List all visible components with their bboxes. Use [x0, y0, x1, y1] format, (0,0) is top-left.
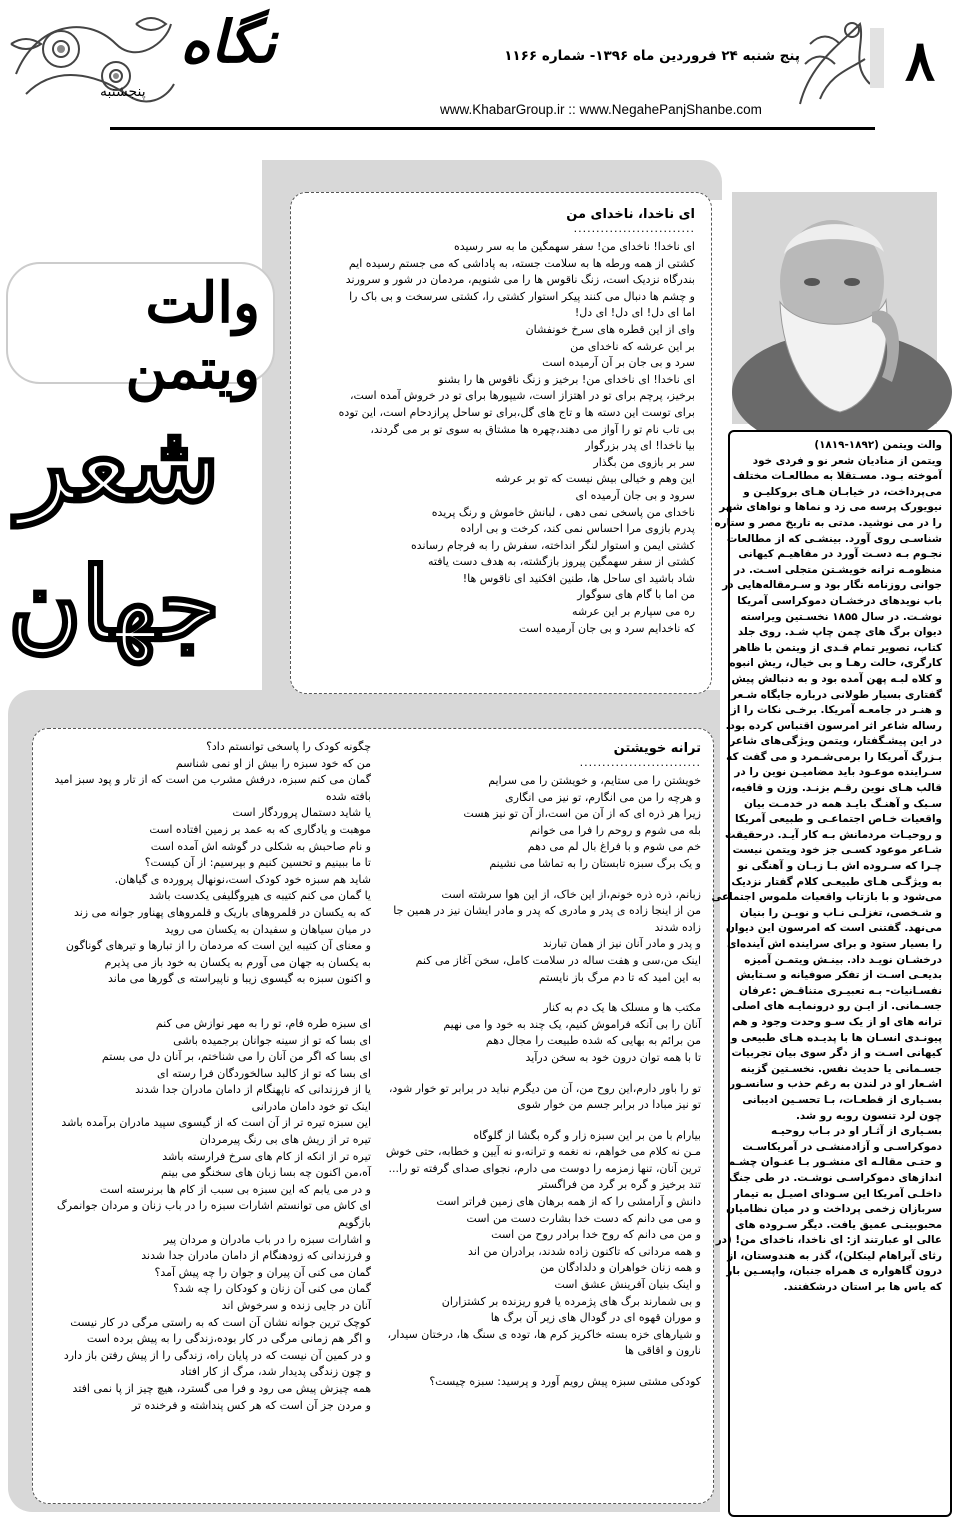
bio-line: بسـیاری از آثـار او در بـاب روحیـه	[771, 1125, 942, 1138]
poem-line: سرود و بی جان آرمیده ای	[575, 488, 695, 502]
bio-line: و شـخصی، تغزلـی نـاب و نویـن را بنیان	[739, 906, 942, 919]
bio-line: کارگری، حالت رهـا و بی خیال، ریش انبوه	[729, 657, 942, 670]
title-dots: ...........................	[573, 222, 695, 235]
poem-line: کشتی از همه ورطه ها به سلامت جسته، به پاداشی که می جستم رسیده ایم	[348, 256, 695, 270]
poem-line: سرد و بی جان بر آن آرمیده است	[542, 356, 695, 370]
poem-line: و موران قهوه ای در گودال های زیر آن برگ ها	[490, 1311, 701, 1325]
stanza-gap	[43, 1002, 371, 1016]
poem-line: و معنای آن کتیبه این است که مردمان را از تبارها و تیرهای گوناگون	[65, 939, 371, 953]
poem-box-song-of-myself	[32, 728, 714, 1504]
stanza-gap	[371, 1114, 701, 1128]
bio-line: اندازهای دموکراسـی نوشـت. در طی جنگ	[728, 1171, 942, 1184]
poem-line: و اگر هم زمانی مرگی در کار بوده،زندگی را به پیش برده است	[86, 1332, 371, 1346]
poem-line: و در کمین آن نیست که در پایان راه، زندگی را از پیش رفتن باز دارد	[63, 1348, 371, 1362]
poem-line: و اینک بنیان آفرینش عشق است	[554, 1278, 701, 1292]
poem-line: در میان سیاهان و سفیدان به یکسان می روید	[164, 922, 371, 936]
poem-line: بافته شده	[325, 789, 371, 803]
poem-line: ترین آنان، تنها زمزمه را دوست می دارم، نجوای صدای گرفته تو را...	[388, 1161, 701, 1175]
poem-line: به یکسان به جهان می آورم به یکسان به خود باز می پذیرم	[104, 955, 371, 969]
bio-line: و حتـی مقالـه ای منشـور بـا عنـوان چشـم	[727, 1156, 942, 1169]
bio-line: درخشـان نویـد داد. بینـش ویتمـن آمیزه	[744, 953, 942, 966]
poem-line: و بی شمارند برگ های پژمرده یا فرو ریزنده بر کشتزاران	[441, 1294, 701, 1308]
poem-line: ای بسا که تو از کالبد سالخوردگان فرا رسته ای	[156, 1066, 371, 1080]
bio-line: و هنـر در جامعـه آمریکا. برخـی نکات را از	[730, 704, 942, 717]
walt-whitman-portrait	[732, 192, 937, 424]
bio-line: سـبک و آهنـگ بایـد همه در خدمـت بیان	[743, 797, 942, 810]
page-number: ۸	[884, 22, 956, 100]
poem-line: بیارام با من بر این سبزه زار و گره بگشا از گلوگاه	[473, 1128, 701, 1142]
poem-line: کشتی ایمن و استوار لنگر انداخته، سفرش را به فرجام رسانده	[410, 538, 695, 552]
poem-line: تند برخیز و گره بر گرد من فراگستر	[538, 1178, 701, 1192]
poem-line: من اما با گام های سوگوار	[577, 588, 695, 602]
poem-line: بله می شوم و روحم را فرا می خوانم	[529, 823, 701, 837]
poem-line: و چون زندگی پدیدار شد، مرگ از کار افتاد	[180, 1365, 371, 1379]
poem-line: بازگویم	[337, 1216, 371, 1230]
bio-line: جسـمانی. از ایـن رو درونمایـه های اصلی	[731, 1000, 942, 1013]
poem-line: این سبزه تیره تر از آن است که از گیسوی سپید مادران برآمده باشد	[61, 1116, 371, 1130]
website-urls: www.KhabarGroup.ir :: www.NegahePanjShanbe.com	[440, 102, 762, 117]
poem-line: زاده شدند	[654, 920, 701, 934]
masthead-logo: نگاه	[180, 8, 277, 76]
bio-line: نجـوم بـه دسـت آورد در مفاهیـم کیهانی	[738, 548, 942, 561]
poem-line: ای بسا که اگر من آنان را می شناختم، بر آنان دل می بستم	[101, 1050, 371, 1064]
bio-line: محبوبیتـی عمیق یافت. دیگر سـروده های	[735, 1218, 942, 1231]
bio-line: کیهانی اسـت و از دگر سوی بیان تجربیات	[731, 1047, 942, 1060]
poem-line: تا با همه توان درون خود به سخن درآید	[525, 1050, 701, 1064]
poem-lines	[371, 773, 701, 1391]
bio-line: کتاب، تصویر تمام قـدی از ویتمن با ظاهر	[733, 641, 942, 654]
bio-line: باب نویدهای درخشـان دموکراسی آمریکا	[737, 594, 942, 607]
poem-line: چگونه کودک را پاسخی توانستم داد؟	[206, 740, 371, 753]
title-jahan: جهان	[8, 545, 220, 663]
bio-line: نفسـانیات- بـه تعبیـری متناقـض :عرفان	[739, 984, 942, 997]
biography-text	[711, 438, 942, 1296]
header-rule	[110, 127, 875, 130]
poem-line: و چشم ها دنبال می کنند پیکر استوار کشتی را، کشتی سرسخت و بی باک را	[349, 289, 695, 303]
poem-line: وای از این قطره های سرخ خونفشان	[525, 322, 695, 336]
bio-line: و روحیـات مردمانش بـه کار آیـد. درحقیقت	[724, 828, 942, 841]
bio-line: درون گاهواره ی همراه جنبان، واپسـین بار	[726, 1265, 942, 1278]
bio-line: چون لرد تنسون روبه رو شد.	[795, 1109, 942, 1122]
poem-line: ای ناخدا! ای ناخدای من! برخیز و زنگ ناقوس ها را بشنو	[438, 372, 695, 386]
poem-line: و همه زنان خواهران و دلدادگان من	[540, 1261, 701, 1275]
bio-line: می‌شود و با بازتاب واقعیات ملموس اجتماعی	[711, 891, 942, 904]
bio-line: شـاعر موعود کسـی جز خود ویتمن نیست	[732, 844, 942, 857]
poem-line: که ناخدایم سرد و بی جان آرمیده است	[518, 621, 695, 635]
stanza-gap	[43, 988, 371, 1002]
poem-line: تیره تر از ریش های بی رنگ پیرمردان	[199, 1133, 371, 1147]
poem-line: برای توست این دسته ها و تاج های گل،برای تو ساحل پرازدحام است، این توده	[338, 405, 695, 419]
bio-line: در این پیشـگفتار، ویتمن ویژگی‌های شاعر	[729, 735, 942, 748]
page-header	[0, 0, 970, 132]
bio-line: اشـعار او در لندن به رغم حذب و سانسـور	[729, 1078, 942, 1091]
poem-line: به این امید که تا دم مرگ باز نایستم	[538, 970, 701, 984]
poem-line: تو را باور دارم،این روح من، آن من دیگرم نباید در برابر تو خوار شود،	[388, 1081, 701, 1095]
poem-line: شاد باشید ای ساحل ها، طنین افکنید ای ناقوس ها!	[462, 571, 695, 585]
poem-line: دانش و آرامشی را که از همه برهان های زمین فراتر است	[436, 1195, 701, 1209]
poem-line: آنان را بی آنکه فراموش کنیم، یک چند به خود وا می نهیم	[443, 1017, 701, 1031]
poem-line: خم می شوم و با فراغ بال لم می دهم	[527, 840, 701, 854]
poem-line: برخیز، پرچم برای تو در اهتزاز است، شیپورها برای تو در خروش آمده است،	[349, 389, 695, 403]
poem-line: گمان می کنی آن زنان و کودکان را چه شد؟	[173, 1282, 371, 1296]
poem-line: زبانم، ذره ذره خونم،از این خاک، از این هوا سرشته است	[441, 887, 701, 901]
poem-line: اینک تو خود دامان مادرانی	[251, 1099, 371, 1113]
bio-line: دیوان برگ های چمن چاپ شـد. روی جلد	[737, 626, 942, 639]
poem-line: بندرگاه نزدیک است، زنگ ناقوس ها را می شنویم، مردمان در شور و سرورند	[345, 273, 695, 287]
poem-line: و پدر و مادر آنان نیز از همان تبارند	[542, 937, 701, 951]
bio-line: می‌پرداخت، در خیابـان هـای بروکلیـن و	[743, 485, 942, 498]
bio-line: ویتمن از منادیان شعر نو و فردی خود	[752, 454, 942, 467]
floral-ornament-left	[6, 4, 176, 122]
poem-line: گمان می کنم سبزه، درفش مشرب من است که از تار و پود سبز امید	[54, 773, 371, 787]
poem-line: سر بر بازوی من بگذار	[593, 455, 695, 469]
poem-line: ای بسا که تو از سینه جوانان برجمیده باشی	[173, 1033, 371, 1047]
bio-line: می‌نهد. گفتنی است که امرسون این دیوان	[725, 922, 942, 935]
poem-line: و همه مردانی که تاکنون زاده شدند، برادران من اند	[468, 1244, 701, 1258]
poem-line: و فرزندانی که زودهنگام از دامان مادران جدا شدند	[141, 1249, 371, 1263]
bio-line: که یاس ها بر استان درشکفتند.	[783, 1281, 942, 1294]
title-sher: شعر	[17, 400, 220, 526]
bio-line: را بسیار ستود و برای سراینده اش آینده‌ای	[726, 938, 942, 950]
poem-line: اینک من،سی و هفت ساله در سلامت کامل، سخن آغاز می کنم	[415, 953, 701, 967]
poem-line: و مردن جز آن است که هر کس پنداشته و فرخنده تر	[131, 1398, 371, 1412]
poem-line: من از اینجا زاده ی پدر و مادری که پدر و مادر ایشان نیز در همین جا	[393, 904, 701, 918]
poem-line: و من می دانم که روح خدا برادر روح من است	[491, 1228, 701, 1242]
poem-line: و اکنون سبزه به گیسوی زیبا و ناپیراسته ی گورها می ماند	[108, 972, 371, 986]
stanza-gap	[371, 873, 701, 887]
bio-line: بسـیاری از قطعـات، بـا تحسـین ادیبانی	[742, 1093, 942, 1106]
bio-line: رساله شاعر اثر امرسون اقتباس کرده بود.	[725, 719, 942, 732]
bio-line: جوانی روزنامه نگار بود و سـرمقاله‌هایی در	[722, 579, 942, 592]
poem-line: آه،من اکنون چه بسا زبان های سخنگو می بینم	[161, 1166, 371, 1180]
poem-line: یا شاید دستمال پروردگار است	[232, 806, 371, 820]
poem-line: اما ای دل! ای دل! ای دل!	[574, 306, 695, 320]
poem-lines	[43, 739, 371, 1414]
bio-line: و کلاه لبـه پهن آمده بود و به دنبالش پیش	[731, 672, 942, 685]
poem-line: و یک برگ سبزه تابستان را به تماشا می نشینم	[489, 856, 701, 870]
bio-line: شناسـی روی آورد. بینشـی که از مطالعات	[726, 532, 942, 545]
poem-line: ای ناخدا! ناخدای من! سفر سهمگین ما به سر رسیده	[453, 240, 695, 253]
bio-line: منظومـه ترانه خویشـتن متجلی اسـت. در	[734, 563, 942, 576]
poem-line: کشتی از سفر سهمگین پیروز بازگشته، به هدف دست یافته	[428, 555, 695, 569]
bio-line: نوشـت. در سال ۱۸۵۵ نخسـتین ویراسته	[740, 610, 942, 623]
stanza-gap	[371, 1360, 701, 1374]
poem-line: و شیارهای خزه بسته خاکریز کرم ها، توده ی سنگ ها، درختان سیدار،	[387, 1327, 701, 1341]
poem-line: و هرچه را من می انگارم، تو نیز می انگاری	[505, 790, 701, 804]
poem-title: ای ناخدا، ناخدای من	[566, 207, 695, 222]
poem-line: ره می سپارم بر این عرشه	[572, 605, 695, 619]
bio-line: بـزرگ آمریکا را برمی‌شـمرد و می گفت که	[726, 750, 942, 763]
poem-line: ای کاش می توانستم اشارات سبزه را در باب زنان و مردان جوانمرگ	[56, 1199, 371, 1213]
poem-line: مـن نه کلام می خواهم، نه نغمه و ترانه،و نه آیین و خطابه، حتی خوش	[385, 1145, 701, 1159]
poem-line: ای سبزه طره فام، تو را به مهر نوازش می کنم	[155, 1016, 371, 1030]
poem-line: من که خود سبزه را بیش از او نمی شناسم	[175, 756, 371, 770]
bio-line: آموخته بـود. مسـتقلا به مطالعـات مختلف	[732, 470, 942, 483]
bio-line: قالب هـای نوین رقـم بزنـد. وزن و قافیه،	[731, 782, 942, 795]
bio-line: واقعیات خـاص اجتماعـی و طبیعی آمریکا	[734, 813, 942, 826]
bio-line: عالی او عبارتند از: ای ناخدا، ناخدای من! (در	[715, 1234, 942, 1247]
poem-line: ناخدای من پاسخی نمی دهی ، لبانش خاموش و رنگ پریده	[431, 505, 695, 519]
bio-line: جسـمانی یا حدیث نفس. نخسـتین گزینه	[740, 1062, 942, 1075]
poem-line: و در می یابم که این سبزه بی سبب از کام ها برنرسته است	[99, 1182, 371, 1196]
bio-line: چـرا که سـروده اش بـا زبـان و آهنگی نو	[737, 860, 942, 873]
poem-line: همه چیزش پیش می رود و فرا می گسترد، هیچ چیز از پا نمی افتد	[72, 1381, 371, 1395]
poem-line: یا از فرزندانی که ناپهنگام از دامان مادران جدا شدند	[135, 1083, 371, 1097]
poem-line: آنان در جایی زنده و سرخوش اند	[221, 1299, 371, 1312]
poem-line: این وهم و خیالی بیش نیست که تو بر عرشه	[495, 472, 695, 486]
poem-line: تو نیز مبادا در برابر جسم من خوار شوی	[517, 1098, 701, 1112]
poem-line: یا گمان می کنم کتیبه ی هیروگلیفی یکدست باشد	[149, 889, 371, 903]
bio-line: نیویورک پرسه می زد و نماها و نواهای شهر	[719, 501, 942, 514]
bio-line: داخلـی آمریکا این سـودای اصیـل به تیمار	[733, 1187, 942, 1200]
poem-line: کوچک ترین جوانه نشان آن است که به راستی مرگی در کار نیست	[70, 1315, 371, 1329]
bio-line: به ویژگـی هـای طبیعـی کلام گفتار نزدیک	[731, 875, 942, 888]
poem-line: مکتب ها و مسلک ها یک دم به کنار	[543, 1001, 701, 1015]
poem-line: که به یکسان در قلمروهای باریک و قلمروهای پهناور جوانه می زند	[73, 905, 371, 919]
masthead-subtitle: پنجشنبه	[100, 84, 146, 100]
poem-line: موهبت و یادگاری که به عمد بر زمین افتاده است	[149, 822, 371, 836]
poem-lines	[303, 239, 695, 637]
poem-title: ترانه خویشتن	[613, 741, 701, 756]
bird-ornament-icon	[790, 4, 880, 122]
bio-line: پیونـدی انسـان ها با پدیـده هـای طبیعی و	[730, 1031, 942, 1044]
bio-line: والت ویتمن (۱۸۹۲-۱۸۱۹)	[814, 439, 942, 451]
bio-line: را در می نوشید. مدتی به تاریخ مصر و ستاره	[714, 516, 942, 529]
issue-line: پنج شنبه ۲۴ فروردین ماه ۱۳۹۶- شماره ۱۱۶۶	[504, 48, 800, 64]
title-walt-whitman: والت ویتمن	[125, 270, 260, 402]
poem-box-o-captain	[290, 192, 712, 694]
poem-line: بر این عرشه که ناخدای من	[570, 339, 695, 353]
poem-line: و می می دانم که دست خدا بشارت دست من است	[466, 1211, 701, 1225]
stanza-gap	[371, 986, 701, 1000]
poem-line: کودکی مشتی سبزه پیش رویم آورد و پرسید: سبزه چیست؟	[429, 1375, 701, 1388]
stanza-gap	[371, 1067, 701, 1081]
bio-line: سـراینده موعـود باید مضامیـن نوین را در	[734, 766, 942, 779]
poem-line: نارون و اقاقی ها	[624, 1344, 701, 1358]
bio-line: رثای آبراهام لینکلن)، گذر به هندوستان، از	[727, 1249, 942, 1262]
title-dots: ...........................	[579, 756, 701, 769]
poem-line: تا ما ببینیم و تحسین کنیم و بپرسیم: از آن کیست؟	[144, 856, 371, 870]
bio-line: دموکراسـی و آزادمنشـی در آمریکاسـت	[742, 1140, 942, 1153]
bio-line: بدیعـی اسـت از تفکر صوفیانه و سـتایش	[736, 969, 942, 982]
poem-line: و نام صاحبش به شکلی در گوشه اش آمده است	[150, 839, 371, 853]
poem-line: گمان می کنی آن پیران و جوان را چه پیش آمد؟	[154, 1265, 371, 1279]
poem-line: و اشارات سبزه را در باب مادران و مردان پیر	[163, 1232, 371, 1246]
poem-line: خویشتن را می ستایم، و خویشتن را می سرایم	[488, 774, 701, 787]
biography-box	[711, 430, 952, 1517]
poem-line: شاید هم سبزه خود کودک است،نونهال پرورده ی گیاهان.	[114, 872, 371, 886]
poem-line: بی تاب نام تو را آواز می دهند،چهره ها مشتاق به سوی تو بر می گردند،	[370, 422, 695, 436]
bio-line: سربازان زخمی پرداخت و در میان نظامیان	[726, 1203, 942, 1216]
poem-line: تیره تر از انکه از کام های سرخ فرارسته باشد	[162, 1149, 371, 1163]
poem-line: پدرم بازوی مرا احساس نمی کند، کرخت و بی اراده	[460, 522, 695, 536]
bio-line: گفتاری بسیار طولانی درباره جایگاه شـعر	[730, 688, 942, 701]
poem-line: من برائم به بهایی که شده طبیعت را مجال دهم	[485, 1034, 701, 1048]
bio-line: ترانه های او از یک سـو وحدت وجود و هم	[732, 1015, 942, 1028]
poem-line: بیا ناخدا! ای پدر بزرگوار	[585, 439, 695, 453]
poem-line: زیرا هر ذره ای که از آن من است،از آن تو نیز هست	[463, 807, 701, 821]
